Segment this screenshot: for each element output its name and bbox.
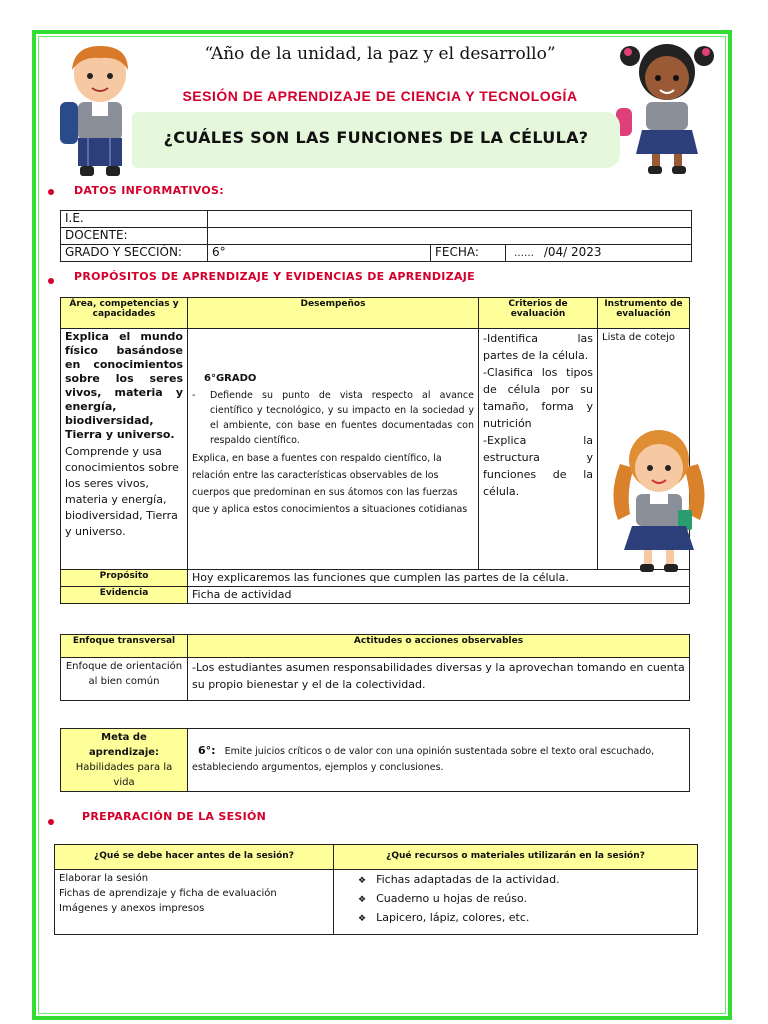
fecha-cell [506,245,692,262]
col-area: Área, competencias y capacidades [61,298,188,329]
antes-item: Fichas de aprendizaje y ficha de evaluación [59,888,277,899]
enfoque-value: Enfoque de orientación al bien común [61,658,188,701]
bullet-icon [48,819,54,825]
datos-table [60,210,692,262]
col-actitudes: Actitudes o acciones observables [188,635,690,658]
antes-item: Imágenes y anexos impresos [59,903,205,914]
grado-label-desempeno: 6°GRADO [204,373,257,384]
girl-illustration-middle [606,424,712,576]
desempeno-2: Explica, en base a fuentes con respaldo científico, la relación entre las características observables de los cuerpos que predominan en sus átomos con las fuerzas que y aplica estos conocimientos a situaciones cotidianas [192,453,468,515]
meta-text-cell [188,729,690,792]
page-title: ¿CUÁLES SON LAS FUNCIONES DE LA CÉLULA? [163,128,589,147]
session-subtitle: SESIÓN DE APRENDIZAJE DE CIENCIA Y TECNOLOGÍA [182,88,578,104]
recurso-item [358,871,693,890]
proposito-value: Hoy explicaremos las funciones que cumplen las partes de la célula. [188,570,690,587]
antes-cell [55,870,334,935]
criterio-1: -Identifica las partes de la célula. [483,332,593,362]
recurso-text: Cuaderno u hojas de reúso. [376,892,527,905]
col-instrumento: Instrumento de evaluación [598,298,690,329]
meta-label: Meta de aprendizaje: [88,732,160,758]
docente-value [208,228,692,245]
fecha-value: /04/ 2023 [543,245,602,259]
enfoque-table [60,634,690,701]
evidencia-value: Ficha de actividad [188,587,690,604]
propositos-heading: PROPÓSITOS DE APRENDIZAJE Y EVIDENCIAS DE APRENDIZAJE [74,270,475,283]
recursos-cell [334,870,698,935]
desempeno-1 [192,388,474,448]
col-recursos: ¿Qué recursos o materiales utilizarán en la sesión? [334,845,698,870]
bullet-icon [48,189,54,195]
area-cell [61,329,188,570]
preparacion-heading: PREPARACIÓN DE LA SESIÓN [82,810,267,823]
meta-text: Emite juicios críticos o de valor con una opinión sustentada sobre el texto oral escuchado, estableciendo argumentos, ejemplos y conclusiones. [192,746,655,773]
docente-label: DOCENTE: [61,228,208,245]
area-competencia: Explica el mundo físico basándose en conocimientos sobre los seres vivos, materia y energía, biodiversidad, Tierra y universo. [65,330,183,441]
diamond-bullet-icon: ❖ [358,876,367,886]
diamond-bullet-icon: ❖ [358,895,367,905]
recurso-text: Lapicero, lápiz, colores, etc. [376,911,530,924]
evidencia-label: Evidencia [61,587,188,604]
preparacion-table [54,844,698,935]
grado-label: GRADO Y SECCIÓN: [61,245,208,262]
motto: “Año de la unidad, la paz y el desarrollo” [204,44,556,64]
col-enfoque: Enfoque transversal [61,635,188,658]
criterio-3: -Explica la estructura y funciones de la célula. [483,434,593,498]
meta-grade: 6°: [198,744,216,757]
actitud-value: -Los estudiantes asumen responsabilidades diversas y la aprovechan tomando en cuenta su propio bienestar y el de la colectividad. [188,658,690,701]
diamond-bullet-icon: ❖ [358,914,367,924]
datos-heading: DATOS INFORMATIVOS: [74,184,224,197]
antes-item: Elaborar la sesión [59,873,149,884]
instrumento-value: Lista de cotejo [602,332,676,343]
meta-table [60,728,690,792]
criterio-2: -Clasifica los tipos de célula por su tamaño, forma y nutrición [483,366,593,430]
criterios-cell [479,329,598,570]
dash-icon: - [192,390,196,401]
col-antes: ¿Qué se debe hacer antes de la sesión? [55,845,334,870]
fecha-label: FECHA: [431,245,506,262]
bullet-icon [48,278,54,284]
fecha-prefix: …… [514,248,534,259]
meta-label-cell [61,729,188,792]
col-criterios: Criterios de evaluación [479,298,598,329]
meta-sublabel: Habilidades para la vida [75,762,173,788]
recurso-text: Fichas adaptadas de la actividad. [376,873,560,886]
recurso-item [358,909,693,928]
recurso-item [358,890,693,909]
desempeno-1-text: Defiende su punto de vista respecto al avance científico y tecnológico, y su impacto en la sociedad y el ambiente, con base en fuentes documentadas con respaldo científico. [210,390,474,446]
col-desempenos: Desempeños [188,298,479,329]
ie-value [208,211,692,228]
propositos-table [60,297,690,604]
ie-label: I.E. [61,211,208,228]
proposito-label: Propósito [61,570,188,587]
grado-value: 6° [208,245,431,262]
desempenos-cell [188,329,479,570]
area-capacidad: Comprende y usa conocimientos sobre los seres vivos, materia y energía, biodiversidad, Tierra y universo. [65,445,179,538]
